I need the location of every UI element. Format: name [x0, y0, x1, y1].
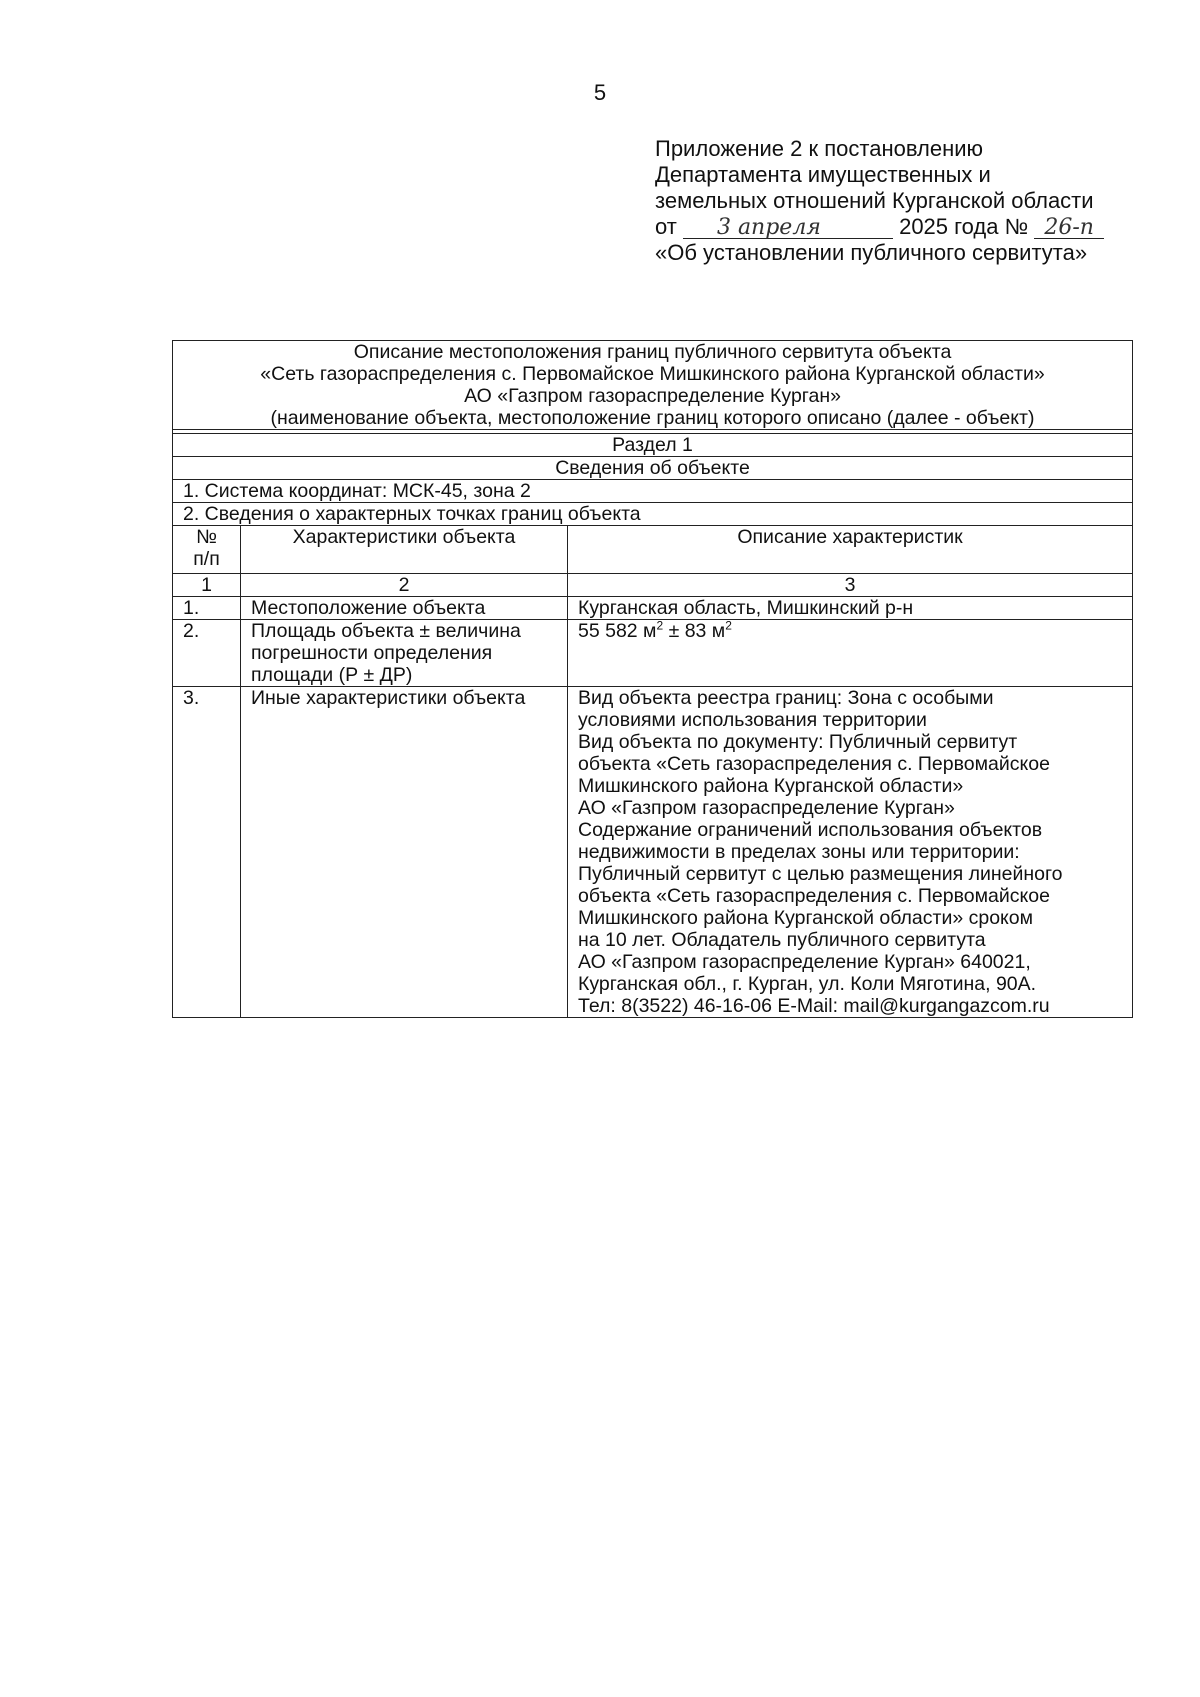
row-3-value-line: объекта «Сеть газораспределения с. Первомайское [578, 753, 1050, 775]
section-title: Сведения об объекте [173, 457, 1133, 480]
table-row [173, 687, 1133, 1018]
section-row [173, 434, 1133, 457]
appendix-line-3: земельных отношений Курганской области [655, 188, 1094, 213]
table-row [173, 620, 1133, 687]
section-title-row [173, 457, 1133, 480]
points-info-row [173, 503, 1133, 526]
row-3-value-line: условиями использования территории [578, 709, 927, 731]
row-2-name [241, 620, 568, 687]
row-2-name-line: площади (Р ± ДР) [251, 664, 413, 686]
points-info: 2. Сведения о характерных точках границ объекта [173, 503, 1133, 526]
row-2-name-line: Площадь объекта ± величина [251, 620, 521, 642]
area-error-sup: 2 [725, 618, 732, 633]
title-line-2: «Сеть газораспределения с. Первомайское Мишкинского района Курганской области» [260, 363, 1045, 385]
header-description: Описание характеристик [568, 526, 1133, 574]
col-number-2: 2 [241, 574, 568, 597]
row-3-value-line: АО «Газпром газораспределение Курган» 640021, [578, 951, 1031, 973]
appendix-line-2: Департамента имущественных и [655, 162, 991, 187]
row-3-value-line: объекта «Сеть газораспределения с. Первомайское [578, 885, 1050, 907]
area-sup: 2 [656, 618, 664, 633]
appendix-header [655, 136, 1155, 266]
from-prefix: от [655, 214, 677, 239]
header-num-line-1: № [196, 526, 217, 548]
row-1-name: Местоположение объекта [241, 597, 568, 620]
row-3-value-line: недвижимости в пределах зоны или территории: [578, 841, 1020, 863]
row-3-value-line: Вид объекта по документу: Публичный сервитут [578, 731, 1018, 753]
title-line-1: Описание местоположения границ публичного сервитута объекта [353, 341, 952, 363]
header-characteristics: Характеристики объекта [241, 526, 568, 574]
description-table [172, 340, 1133, 1018]
appendix-line-1: Приложение 2 к постановлению [655, 136, 984, 161]
row-1-num: 1. [173, 597, 241, 620]
col-number-1: 1 [173, 574, 241, 597]
handwritten-date: 3 апреля [683, 218, 893, 239]
title-line-4: (наименование объекта, местоположение границ которого описано (далее - объект) [270, 407, 1035, 429]
row-2-value [568, 620, 1133, 687]
column-number-row [173, 574, 1133, 597]
page-number: 5 [593, 80, 607, 105]
row-1-value: Курганская область, Мишкинский р-н [568, 597, 1133, 620]
title-line-3: АО «Газпром газораспределение Курган» [464, 385, 841, 407]
row-3-name: Иные характеристики объекта [241, 687, 568, 1018]
row-3-value-line: Мишкинского района Курганской области» сроком [578, 907, 1034, 929]
coord-system: 1. Система координат: МСК-45, зона 2 [173, 480, 1133, 503]
table-row [173, 597, 1133, 620]
row-3-value-line: Содержание ограничений использования объектов [578, 819, 1043, 841]
row-3-num: 3. [173, 687, 241, 1018]
area-error: ± 83 м [663, 620, 726, 642]
coord-system-row [173, 480, 1133, 503]
row-3-value-line: на 10 лет. Обладатель публичного сервитута [578, 929, 986, 951]
handwritten-number: 26-п [1034, 218, 1104, 239]
row-3-value-line: Публичный сервитут с целью размещения линейного [578, 863, 1063, 885]
year-text: 2025 года № [899, 214, 1029, 239]
row-3-value-line: АО «Газпром газораспределение Курган» [578, 797, 955, 819]
row-2-num: 2. [173, 620, 241, 687]
area-value: 55 582 м [578, 620, 657, 642]
table-title [173, 341, 1133, 430]
section-label: Раздел 1 [173, 434, 1133, 457]
row-3-value [568, 687, 1133, 1018]
header-num-line-2: п/п [193, 548, 220, 570]
col-number-3: 3 [568, 574, 1133, 597]
row-2-name-line: погрешности определения [251, 642, 493, 664]
header-row [173, 526, 1133, 574]
table-title-row [173, 341, 1133, 430]
row-3-value-line: Курганская обл., г. Курган, ул. Коли Мяготина, 90А. [578, 973, 1037, 995]
appendix-line-5: «Об установлении публичного сервитута» [655, 240, 1088, 265]
row-3-value-line: Вид объекта реестра границ: Зона с особыми [578, 687, 994, 709]
row-3-value-line: Тел: 8(3522) 46-16-06 E-Mail: mail@kurgangazcom.ru [578, 995, 1050, 1017]
appendix-date-line [655, 214, 1155, 240]
header-num [173, 526, 241, 574]
row-3-value-line: Мишкинского района Курганской области» [578, 775, 964, 797]
